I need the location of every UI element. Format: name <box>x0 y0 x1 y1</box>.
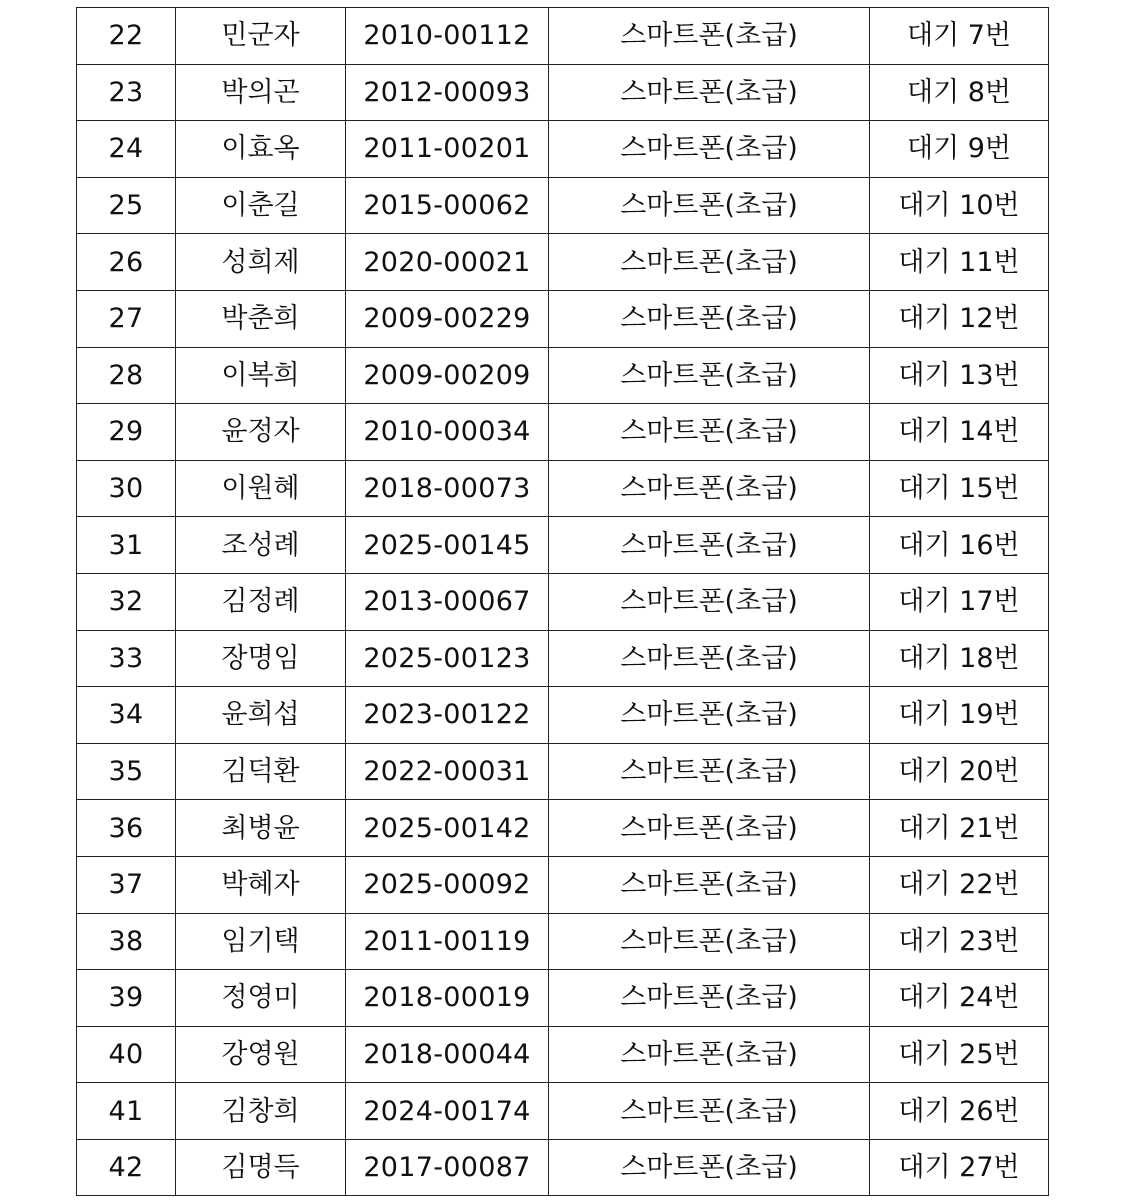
table-row <box>77 856 1049 913</box>
name-cell: 김정례 <box>176 573 346 630</box>
row-number-cell: 23 <box>77 64 176 121</box>
table-row <box>77 800 1049 857</box>
table-row <box>77 64 1049 121</box>
table-row <box>77 1083 1049 1140</box>
waitlist-status-cell: 대기 22번 <box>870 856 1049 913</box>
table-row <box>77 517 1049 574</box>
registration-id-cell: 2009-00209 <box>346 347 549 404</box>
waitlist-status-cell: 대기 18번 <box>870 630 1049 687</box>
registration-id-cell: 2020-00021 <box>346 234 549 291</box>
table-row <box>77 234 1049 291</box>
row-number-cell: 40 <box>77 1026 176 1083</box>
waitlist-table <box>76 7 1049 1196</box>
course-cell: 스마트폰(초급) <box>549 517 870 574</box>
table-row <box>77 404 1049 461</box>
registration-id-cell: 2022-00031 <box>346 743 549 800</box>
document-page <box>76 7 1049 1196</box>
registration-id-cell: 2018-00073 <box>346 460 549 517</box>
waitlist-status-cell: 대기 12번 <box>870 290 1049 347</box>
course-cell: 스마트폰(초급) <box>549 856 870 913</box>
name-cell: 이춘길 <box>176 177 346 234</box>
name-cell: 강영원 <box>176 1026 346 1083</box>
course-cell: 스마트폰(초급) <box>549 8 870 65</box>
row-number-cell: 25 <box>77 177 176 234</box>
registration-id-cell: 2024-00174 <box>346 1083 549 1140</box>
waitlist-status-cell: 대기 15번 <box>870 460 1049 517</box>
row-number-cell: 27 <box>77 290 176 347</box>
registration-id-cell: 2025-00092 <box>346 856 549 913</box>
registration-id-cell: 2025-00142 <box>346 800 549 857</box>
name-cell: 임기택 <box>176 913 346 970</box>
name-cell: 김명득 <box>176 1139 346 1196</box>
row-number-cell: 37 <box>77 856 176 913</box>
name-cell: 이효옥 <box>176 121 346 178</box>
name-cell: 장명임 <box>176 630 346 687</box>
row-number-cell: 32 <box>77 573 176 630</box>
waitlist-status-cell: 대기 9번 <box>870 121 1049 178</box>
name-cell: 성희제 <box>176 234 346 291</box>
registration-id-cell: 2013-00067 <box>346 573 549 630</box>
course-cell: 스마트폰(초급) <box>549 347 870 404</box>
course-cell: 스마트폰(초급) <box>549 460 870 517</box>
table-row <box>77 573 1049 630</box>
table-row <box>77 177 1049 234</box>
row-number-cell: 41 <box>77 1083 176 1140</box>
registration-id-cell: 2010-00034 <box>346 404 549 461</box>
row-number-cell: 29 <box>77 404 176 461</box>
waitlist-status-cell: 대기 19번 <box>870 687 1049 744</box>
course-cell: 스마트폰(초급) <box>549 1026 870 1083</box>
waitlist-status-cell: 대기 7번 <box>870 8 1049 65</box>
name-cell: 정영미 <box>176 970 346 1027</box>
course-cell: 스마트폰(초급) <box>549 687 870 744</box>
course-cell: 스마트폰(초급) <box>549 64 870 121</box>
name-cell: 박혜자 <box>176 856 346 913</box>
waitlist-status-cell: 대기 8번 <box>870 64 1049 121</box>
course-cell: 스마트폰(초급) <box>549 290 870 347</box>
table-row <box>77 1139 1049 1196</box>
waitlist-status-cell: 대기 16번 <box>870 517 1049 574</box>
name-cell: 김창희 <box>176 1083 346 1140</box>
table-row <box>77 970 1049 1027</box>
course-cell: 스마트폰(초급) <box>549 404 870 461</box>
registration-id-cell: 2025-00123 <box>346 630 549 687</box>
name-cell: 박춘희 <box>176 290 346 347</box>
course-cell: 스마트폰(초급) <box>549 913 870 970</box>
row-number-cell: 35 <box>77 743 176 800</box>
table-row <box>77 913 1049 970</box>
table-row <box>77 687 1049 744</box>
registration-id-cell: 2009-00229 <box>346 290 549 347</box>
name-cell: 조성례 <box>176 517 346 574</box>
registration-id-cell: 2011-00119 <box>346 913 549 970</box>
table-row <box>77 743 1049 800</box>
registration-id-cell: 2015-00062 <box>346 177 549 234</box>
registration-id-cell: 2017-00087 <box>346 1139 549 1196</box>
row-number-cell: 33 <box>77 630 176 687</box>
name-cell: 최병윤 <box>176 800 346 857</box>
table-row <box>77 290 1049 347</box>
waitlist-status-cell: 대기 26번 <box>870 1083 1049 1140</box>
course-cell: 스마트폰(초급) <box>549 1139 870 1196</box>
row-number-cell: 28 <box>77 347 176 404</box>
table-row <box>77 630 1049 687</box>
table-row <box>77 347 1049 404</box>
waitlist-status-cell: 대기 11번 <box>870 234 1049 291</box>
row-number-cell: 22 <box>77 8 176 65</box>
row-number-cell: 38 <box>77 913 176 970</box>
row-number-cell: 42 <box>77 1139 176 1196</box>
waitlist-status-cell: 대기 13번 <box>870 347 1049 404</box>
registration-id-cell: 2025-00145 <box>346 517 549 574</box>
row-number-cell: 39 <box>77 970 176 1027</box>
table-row <box>77 121 1049 178</box>
name-cell: 민군자 <box>176 8 346 65</box>
row-number-cell: 34 <box>77 687 176 744</box>
name-cell: 이원혜 <box>176 460 346 517</box>
course-cell: 스마트폰(초급) <box>549 573 870 630</box>
registration-id-cell: 2018-00019 <box>346 970 549 1027</box>
course-cell: 스마트폰(초급) <box>549 970 870 1027</box>
name-cell: 박의곤 <box>176 64 346 121</box>
waitlist-status-cell: 대기 27번 <box>870 1139 1049 1196</box>
name-cell: 이복희 <box>176 347 346 404</box>
waitlist-status-cell: 대기 20번 <box>870 743 1049 800</box>
registration-id-cell: 2018-00044 <box>346 1026 549 1083</box>
waitlist-status-cell: 대기 23번 <box>870 913 1049 970</box>
waitlist-status-cell: 대기 10번 <box>870 177 1049 234</box>
row-number-cell: 31 <box>77 517 176 574</box>
table-row <box>77 1026 1049 1083</box>
course-cell: 스마트폰(초급) <box>549 121 870 178</box>
course-cell: 스마트폰(초급) <box>549 743 870 800</box>
waitlist-status-cell: 대기 14번 <box>870 404 1049 461</box>
row-number-cell: 26 <box>77 234 176 291</box>
name-cell: 윤정자 <box>176 404 346 461</box>
waitlist-status-cell: 대기 25번 <box>870 1026 1049 1083</box>
row-number-cell: 36 <box>77 800 176 857</box>
course-cell: 스마트폰(초급) <box>549 800 870 857</box>
name-cell: 김덕환 <box>176 743 346 800</box>
name-cell: 윤희섭 <box>176 687 346 744</box>
row-number-cell: 24 <box>77 121 176 178</box>
table-row <box>77 460 1049 517</box>
course-cell: 스마트폰(초급) <box>549 234 870 291</box>
waitlist-status-cell: 대기 24번 <box>870 970 1049 1027</box>
registration-id-cell: 2011-00201 <box>346 121 549 178</box>
table-row <box>77 8 1049 65</box>
course-cell: 스마트폰(초급) <box>549 1083 870 1140</box>
registration-id-cell: 2012-00093 <box>346 64 549 121</box>
registration-id-cell: 2023-00122 <box>346 687 549 744</box>
registration-id-cell: 2010-00112 <box>346 8 549 65</box>
course-cell: 스마트폰(초급) <box>549 177 870 234</box>
course-cell: 스마트폰(초급) <box>549 630 870 687</box>
waitlist-status-cell: 대기 21번 <box>870 800 1049 857</box>
waitlist-status-cell: 대기 17번 <box>870 573 1049 630</box>
row-number-cell: 30 <box>77 460 176 517</box>
waitlist-table-body <box>77 8 1049 1196</box>
